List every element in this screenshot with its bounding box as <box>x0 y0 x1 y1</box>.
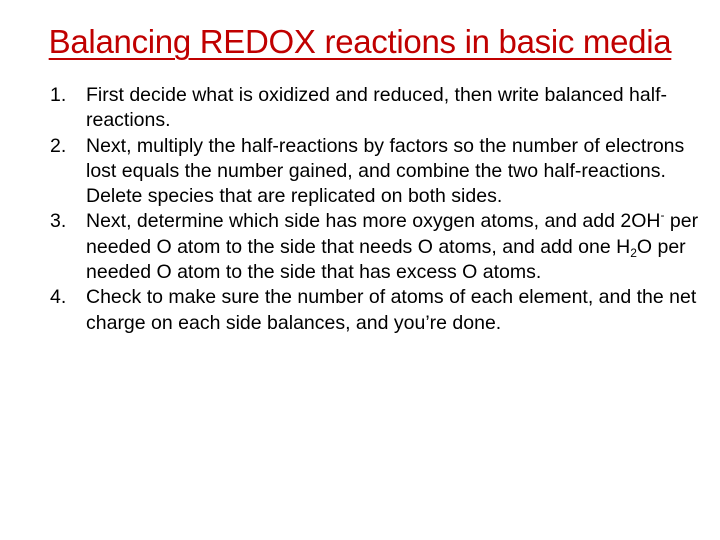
step-text-part: Next, determine which side has more oxygen atoms, and add 2OH <box>86 210 661 233</box>
step-3 <box>50 209 700 285</box>
steps-list <box>50 83 700 336</box>
step-text <box>86 210 698 283</box>
step-4 <box>50 285 700 336</box>
step-text: Check to make sure the number of atoms of each element, and the net charge on each side balances, and you’re done. <box>86 286 697 334</box>
slide-title: Balancing REDOX reactions in basic media <box>48 23 672 60</box>
step-1 <box>50 83 700 134</box>
step-text: Next, multiply the half-reactions by factors so the number of electrons lost equals the number gained, and combine the two half-reactions. Delete species that are replicated on both sides. <box>86 134 685 208</box>
step-number: 1. <box>50 84 67 106</box>
step-text: First decide what is oxidized and reduced, then write balanced half-reactions. <box>86 84 667 132</box>
step-number: 4. <box>50 286 67 309</box>
step-number: 3. <box>50 210 67 233</box>
step-text-part: O per needed O atom to the side that has excess O atoms. <box>86 235 686 284</box>
step-number: 2. <box>50 134 67 157</box>
step-text-part: per needed O atom to the side that needs O atoms, and add one H <box>86 210 699 258</box>
water-subscript: 2 <box>630 245 637 260</box>
hydroxide-charge-superscript: - <box>660 208 665 223</box>
step-2 <box>50 134 700 210</box>
